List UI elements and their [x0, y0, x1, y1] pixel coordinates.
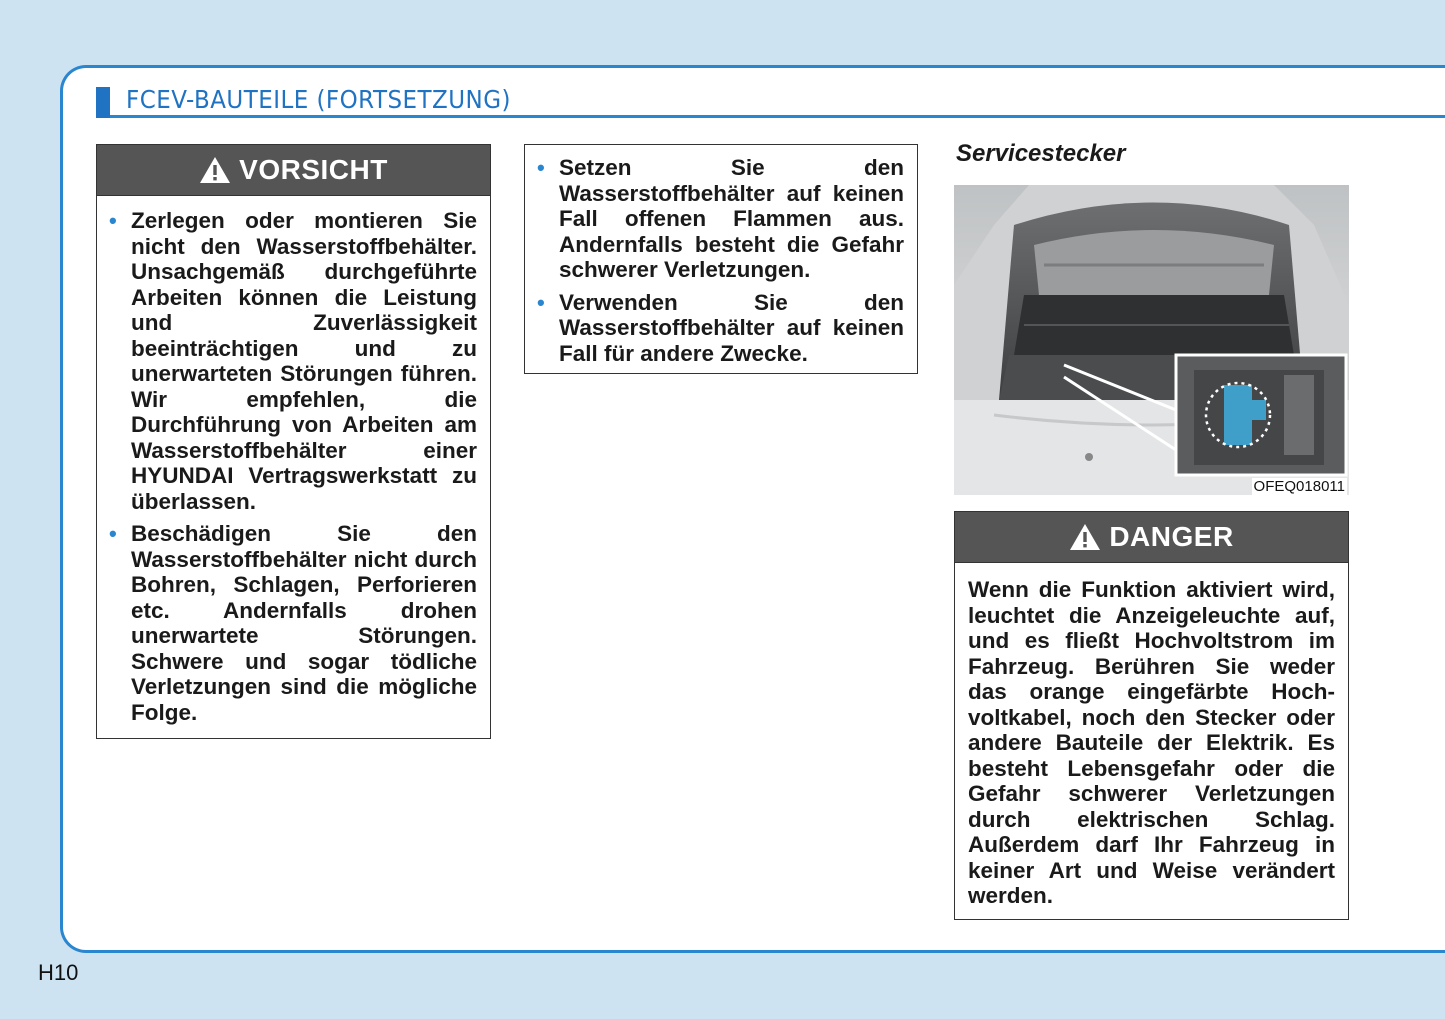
section-title: FCEV-BAUTEILE (FORTSETZUNG): [126, 85, 511, 114]
caution-item: • Zerlegen oder montieren Sie nicht den Wasserstoffbehälter. Unsachgemäß durchgeführte Arbeiten können die Leistung und Zuverlässigkeit beeinträchtigen und zu unerwarteten Störungen führen. Wir empfehlen, die Durchführung von Arbeiten am Wasserstoffbehälter einer HYUNDAI Vertragswerkstatt zu überlassen.: [109, 208, 477, 514]
trunk-illustration: [954, 185, 1349, 495]
danger-label: DANGER: [1109, 521, 1234, 552]
caution-continued-item: • Verwenden Sie den Wasserstoffbehälter auf keinen Fall für andere Zwecke.: [537, 290, 904, 367]
section-header: [96, 85, 1445, 118]
danger-body: [955, 563, 1348, 919]
caution-continued-body: [525, 145, 917, 383]
caution-header: [97, 145, 490, 196]
figure-code: OFEQ018011: [1253, 478, 1345, 495]
warning-triangle-icon: [199, 156, 231, 184]
danger-header: [955, 512, 1348, 563]
caution-box: [96, 144, 491, 739]
caution-body: [97, 196, 490, 742]
figure-caption: Servicestecker: [956, 140, 1126, 167]
caution-item: • Beschädigen Sie den Wasserstoffbehälter nicht durch Bohren, Schlagen, Perforieren etc. Andernfalls drohen unerwartete Störungen. Schwere und sogar tödliche Verletzungen sind die mögliche Folge.: [109, 521, 477, 725]
service-plug-photo: [954, 185, 1349, 495]
section-marker: [96, 87, 110, 118]
caution-label: VORSICHT: [239, 154, 388, 185]
caution-continued-box: [524, 144, 918, 374]
caution-continued-item: • Setzen Sie den Wasserstoffbehälter auf keinen Fall offenen Flammen aus. Andernfalls besteht die Gefahr schwerer Verletzungen.: [537, 155, 904, 283]
danger-box: [954, 511, 1349, 920]
page-number: H10: [38, 960, 79, 985]
danger-text: Wenn die Funktion aktiviert wird, leuchtet die Anzeigeleuchte auf, und es fließt Hochvoltstrom im Fahrzeug. Berühren Sie weder das orange eingefärbte Hoch-voltkabel, noch den Stecker oder andere Bauteile der Elektrik. Es besteht Lebensgefahr oder die Gefahr schwerer Verletzungen durch elektrischen Schlag. Außerdem darf Ihr Fahrzeug in keiner Art und Weise verändert werden.: [968, 577, 1335, 908]
warning-triangle-icon: [1069, 523, 1101, 551]
